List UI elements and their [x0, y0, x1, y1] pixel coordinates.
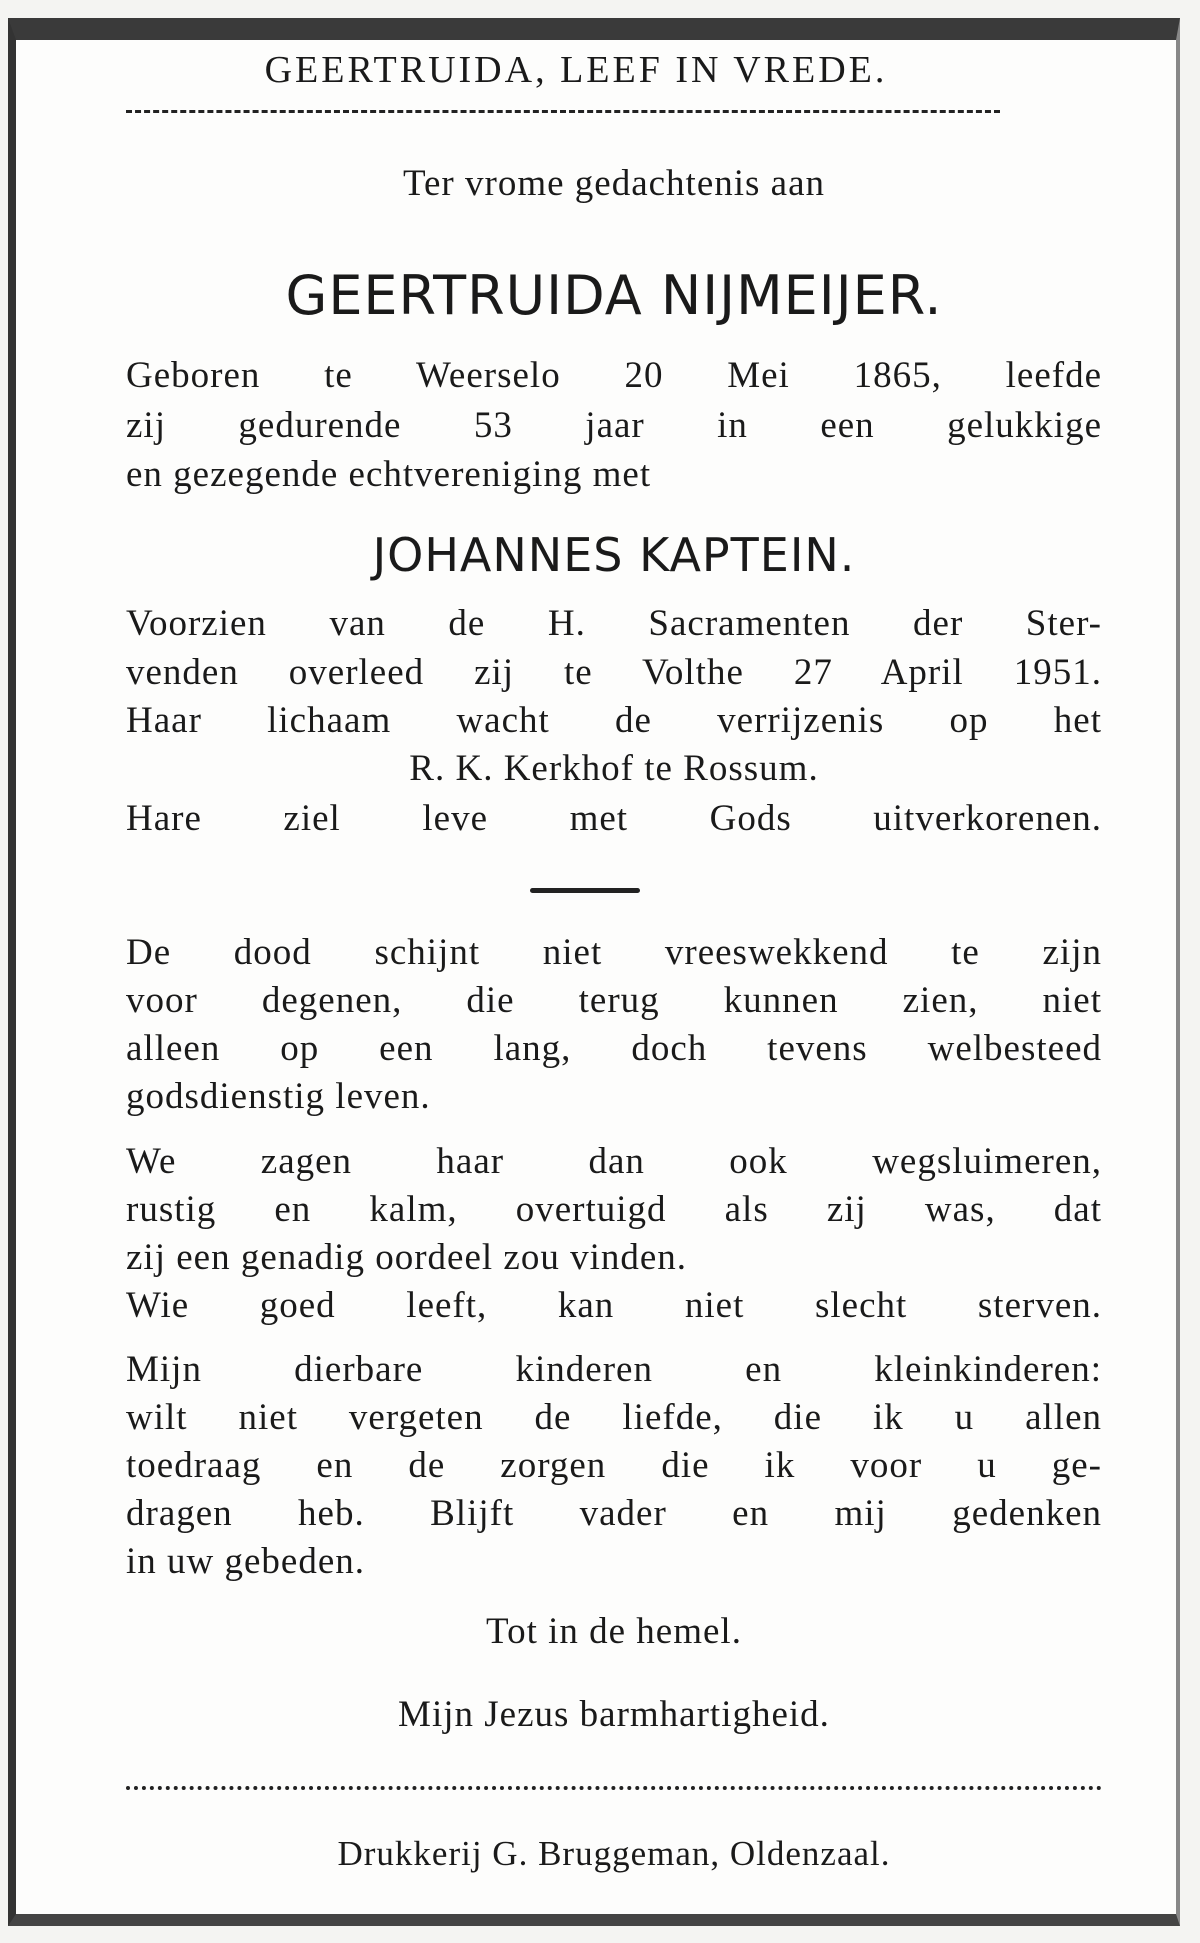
reflection-line: We zagen haar dan ook wegsluimeren, — [126, 1141, 1102, 1182]
reflection-line: Mijn dierbare kinderen en kleinkinderen: — [126, 1349, 1102, 1390]
reflection-line: toedraag en de zorgen die ik voor u ge- — [126, 1445, 1102, 1486]
spouse-name: JOHANNES KAPTEIN. — [372, 528, 856, 582]
death-line: Voorzien van de H. Sacramenten der Ster- — [126, 603, 1102, 644]
reflection-line: rustig en kalm, overtuigd als zij was, dat — [126, 1189, 1102, 1230]
death-line: R. K. Kerkhof te Rossum. — [409, 748, 819, 789]
reflection-line: voor degenen, die terug kunnen zien, niet — [126, 980, 1102, 1021]
reflection-line: in uw gebeden. — [126, 1541, 366, 1582]
intro-text: Ter vrome gedachtenis aan — [402, 163, 826, 204]
dotted-divider — [126, 1786, 1102, 1790]
reflection-line: De dood schijnt niet vreeswekkend te zijn — [126, 932, 1102, 973]
deceased-name: GEERTRUIDA NIJMEIJER. — [285, 264, 943, 327]
reflection-line: Wie goed leeft, kan niet slecht sterven. — [126, 1285, 1102, 1326]
death-line: venden overleed zij te Volthe 27 April 1951. — [126, 652, 1102, 693]
death-line: Haar lichaam wacht de verrijzenis op het — [126, 700, 1102, 741]
reflection-line: alleen op een lang, doch tevens welbesteed — [126, 1028, 1102, 1069]
closing-line: Mijn Jezus barmhartigheid. — [398, 1694, 830, 1735]
top-divider — [126, 110, 1000, 113]
bio-line: Geboren te Weerselo 20 Mei 1865, leefde — [126, 355, 1102, 396]
bio-line: en gezegende echtvereniging met — [126, 454, 652, 495]
printer-credit: Drukkerij G. Bruggeman, Oldenzaal. — [337, 1834, 891, 1873]
motto-heading: GEERTRUIDA, LEEF IN VREDE. — [264, 49, 888, 91]
reflection-line: zij een genadig oordeel zou vinden. — [126, 1237, 688, 1278]
bio-line: zij gedurende 53 jaar in een gelukkige — [126, 405, 1102, 446]
reflection-line: godsdienstig leven. — [126, 1076, 431, 1117]
death-line: Hare ziel leve met Gods uitverkorenen. — [126, 798, 1102, 839]
reflection-line: wilt niet vergeten de liefde, die ik u allen — [126, 1397, 1102, 1438]
closing-line: Tot in de hemel. — [486, 1611, 742, 1652]
reflection-line: dragen heb. Blijft vader en mij gedenken — [126, 1493, 1102, 1534]
section-divider — [530, 888, 640, 893]
